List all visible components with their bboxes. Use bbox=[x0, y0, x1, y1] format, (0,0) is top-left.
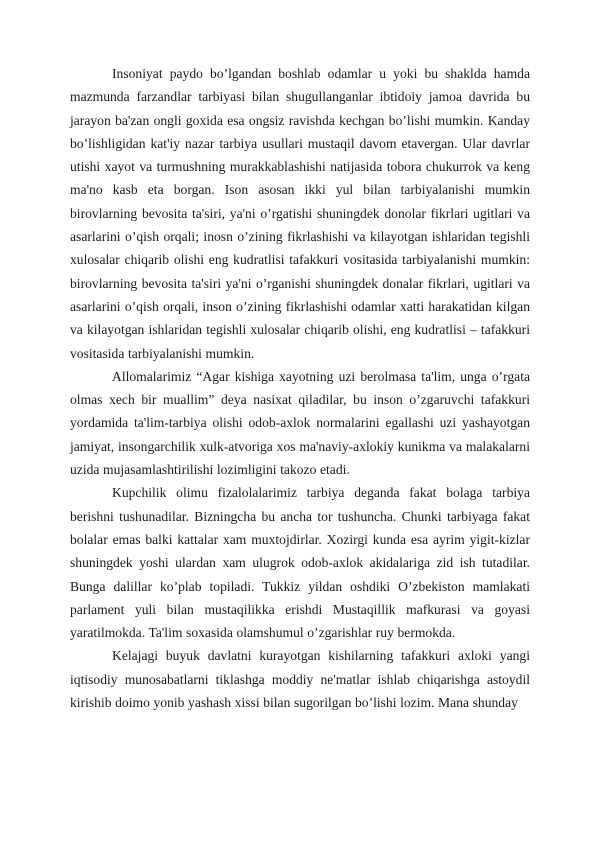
paragraph-1: Insoniyat paydo bo’lgandan boshlab odamlar u yoki bu shaklda hamda mazmunda farzandlar tarbiyasi bilan shugullanganlar ibtidoiy jamoa davrida bu jarayon ba'zan ongli goxida esa ongsiz ravishda kechgan bo’lishi mumkin. Kanday bo’lishligidan kat'iy nazar tarbiya usullari mustaqil davom etavergan. Ular davrlar utishi xayot va turmushning murakkablashishi natijasida tobora chukurrok va keng ma'no kasb eta borgan. Ison asosan ikki yul bilan tarbiyalanishi mumkin birovlarning bevosita ta'siri, ya'ni o’rgatishi shuningdek donolar fikrlari ugitlari va asarlarini o’qish orqali; inosn o’zining fikrlashishi va kilayotgan ishlaridan tegishli xulosalar chiqarib olishi eng kudratlisi tafakkuri vositasida tarbiyalanishi mumkin: birovlarning bevosita ta'siri ya'ni o’rganishi shuningdek donalar fikrlari, ugitlari va asarlarini o’qish orqali, inson o’zining fikrlashishi odamlar xatti harakatidan kilgan va kilayotgan ishlaridan tegishli xulosalar chiqarib olishi, eng kudratlisi – tafakkuri vositasida tarbiyalanishi mumkin. bbox=[70, 66, 530, 361]
paragraph-2: Allomalarimiz “Agar kishiga xayotning uzi berolmasa ta'lim, unga o’rgata olmas xech bir muallim” deya nasixat qiladilar, bu inson o’zgaruvchi tafakkuri yordamida ta'lim-tarbiya olishi odob-axlok normalarini egallashi uzi yashayotgan jamiyat, insongarchilik xulk-atvoriga xos ma'naviy-axlokiy kunikma va malakalarni uzida mujasamlashtirilishi lozimligini takozo etadi. bbox=[70, 368, 530, 478]
paragraph-3: Kupchilik olimu fizalolalarimiz tarbiya deganda fakat bolaga tarbiya berishni tushunadilar. Bizningcha bu ancha tor tushuncha. Chunki tarbiyaga fakat bolalar emas balki kattalar xam muxtojdirlar. Xozirgi kunda esa ayrim yigit-kizlar shuningdek yoshi ulardan xam ulugrok odob-axlok akidalariga zid ish tutadilar. Bunga dalillar ko’plab topiladi. Tukkiz yildan oshdiki O’zbekiston mamlakati parlament yuli bilan mustaqilikka erishdi Mustaqillik mafkurasi va goyasi yaratilmokda. Ta'lim soxasida olamshumul o’zgarishlar ruy bermokda. bbox=[70, 485, 530, 641]
paragraph-4: Kelajagi buyuk davlatni kurayotgan kishilarning tafakkuri axloki yangi iqtisodiy munosabatlarni tiklashga moddiy ne'matlar ishlab chiqarishga astoydil kirishib doimo yonib yashash xissi bilan sugorilgan bo’lishi lozim. Mana shunday bbox=[70, 648, 530, 711]
